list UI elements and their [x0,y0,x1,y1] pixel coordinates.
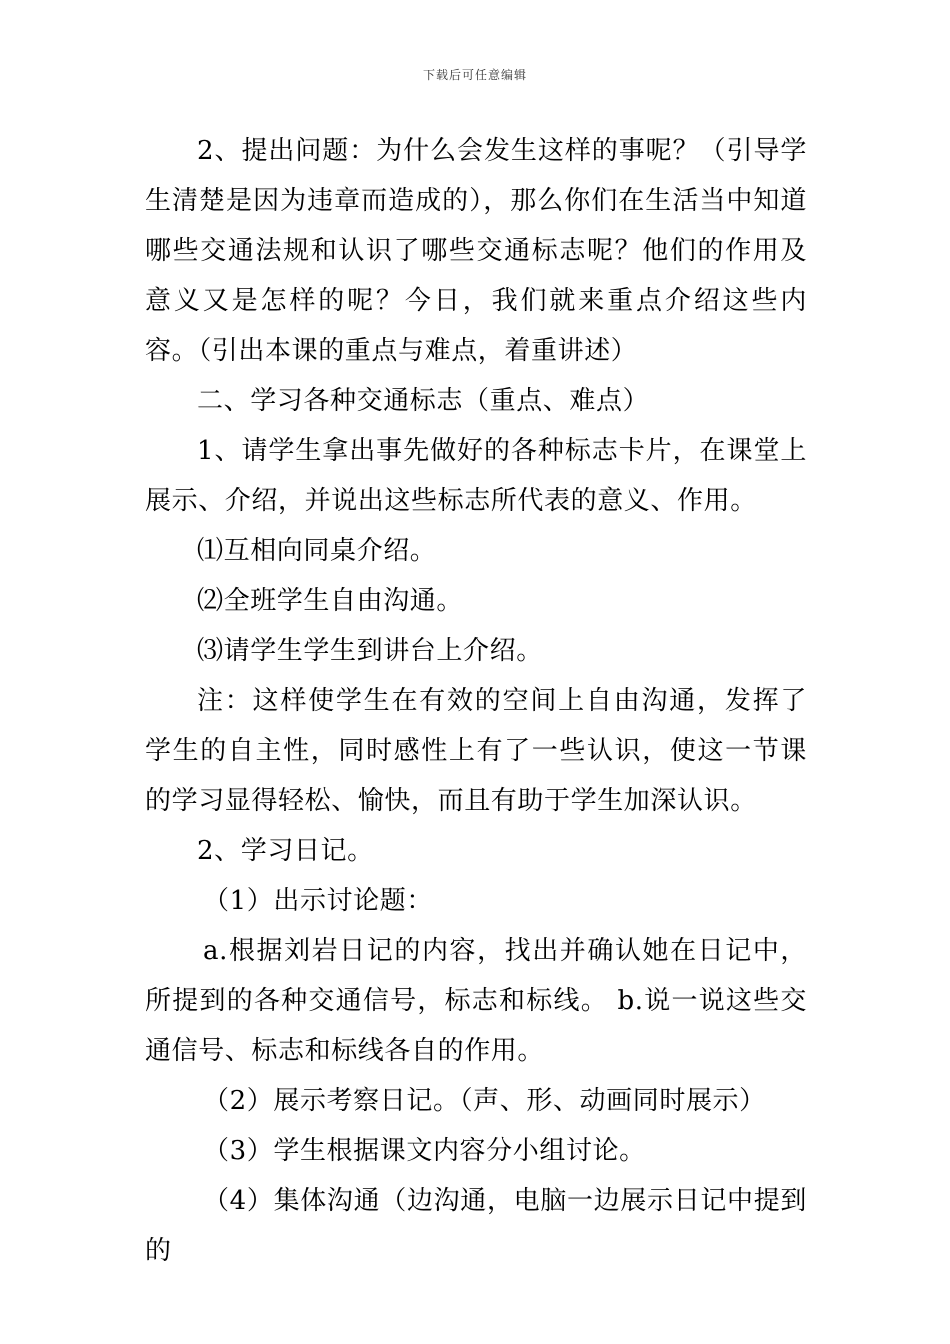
paragraph-note: 注：这样使学生在有效的空间上自由沟通，发挥了学生的自主性，同时感性上有了一些认识，使这一节课的学习显得轻松、愉快，而且有助于学生加深认识。 [145,686,807,816]
paragraph-sign-cards: 1、请学生拿出事先做好的各种标志卡片，在课堂上展示、介绍，并说出这些标志所代表的意义、作用。 [145,436,807,516]
body-text [145,126,807,1276]
paragraph-section-heading: 二、学习各种交通标志（重点、难点） [197,386,650,416]
paragraph-collective-exchange: （4）集体沟通（边沟通，电脑一边展示日记中提到的 [145,1186,807,1266]
paragraph-diary-heading: 2、学习日记。 [197,836,374,866]
paragraph-show-diary: （2）展示考察日记。（声、形、动画同时展示） [203,1086,766,1116]
paragraph-group-discussion: （3）学生根据课文内容分小组讨论。 [203,1136,646,1166]
paragraph-discussion-topic: （1）出示讨论题： [203,886,433,916]
header-note: 下载后可任意编辑 [422,68,527,82]
paragraph-step-3: ⑶请学生学生到讲台上介绍。 [197,636,543,666]
paragraph-step-1: ⑴互相向同桌介绍。 [197,536,437,566]
paragraph-question: 2、提出问题：为什么会发生这样的事呢？（引导学生清楚是因为违章而造成的），那么你们在生活当中知道哪些交通法规和认识了哪些交通标志呢？他们的作用及意义又是怎样的呢？今日，我们就来重点介绍这些内容。（引出本课的重点与难点，着重讲述） [145,136,807,366]
paragraph-discussion-questions: a.根据刘岩日记的内容，找出并确认她在日记中，所提到的各种交通信号，标志和标线。 b.说一说这些交通信号、标志和标线各自的作用。 [145,936,807,1066]
paragraph-step-2: ⑵全班学生自由沟通。 [197,586,464,616]
